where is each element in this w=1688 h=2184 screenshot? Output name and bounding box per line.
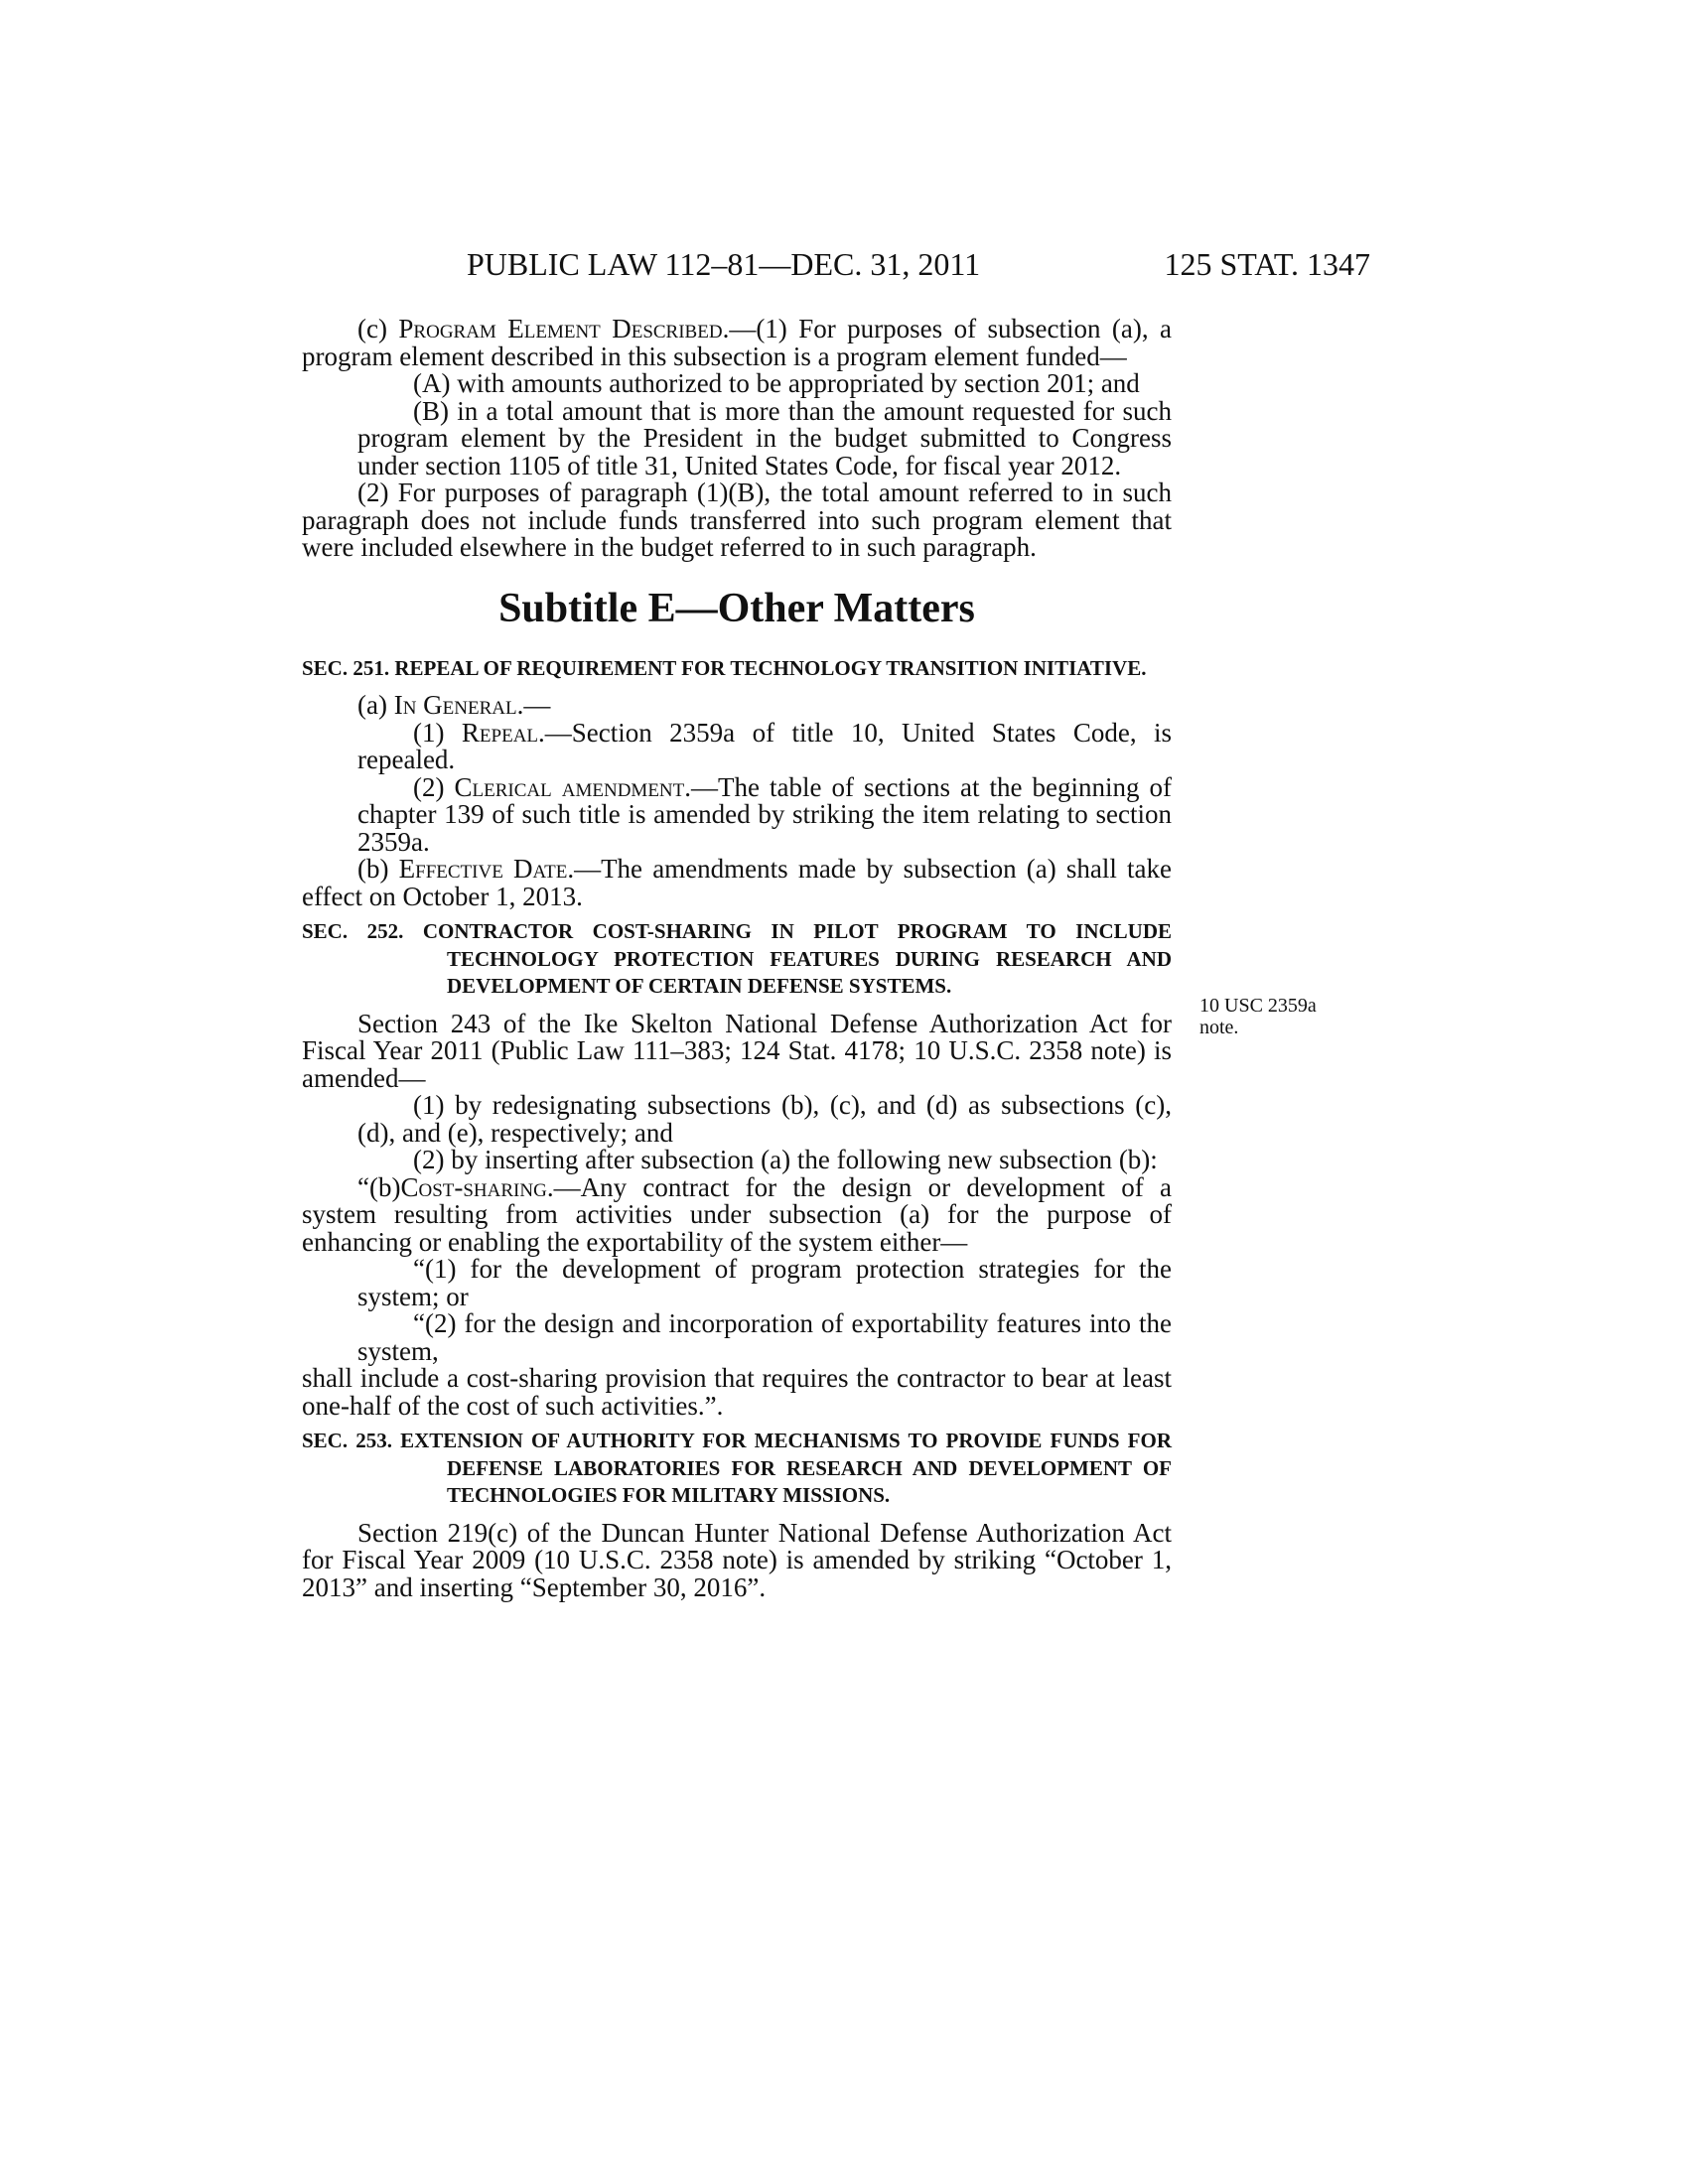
section-251-b-text: .—The amendments made by subsection (a) shall take effect on October 1, 2013. xyxy=(302,854,1173,911)
section-252-b-2: “(2) for the design and incorporation of exportability features into the system, xyxy=(357,1308,1172,1366)
section-252-item-1: (1) by redesignating subsections (b), (c), and (d) as subsections (c), (d), and (e), respectively; and xyxy=(357,1090,1172,1148)
section-251-a2-label: (2) xyxy=(413,771,445,802)
paragraph-c-heading: Program Element Described xyxy=(398,314,723,343)
page-header xyxy=(298,244,1370,284)
header-stat-citation: 125 STAT. 1347 xyxy=(1164,246,1370,282)
paragraph-c-B: (B) in a total amount that is more than the amount requested for such program element by the President in the budget submitted to Congress under section 1105 of title 31, United States Code, for fiscal year 2012. xyxy=(357,395,1172,480)
section-252-b-heading: Cost-sharing xyxy=(400,1171,547,1202)
header-title: PUBLIC LAW 112–81—DEC. 31, 2011 xyxy=(467,246,981,282)
section-252-closing: shall include a cost-sharing provision that requires the contractor to bear at least one-half of the cost of such activities.”. xyxy=(302,1363,1172,1421)
section-251-a xyxy=(302,692,1172,720)
section-251-b-label: (b) xyxy=(357,854,389,884)
section-253-text: Section 219(c) of the Duncan Hunter National Defense Authorization Act for Fiscal Year 2009 (10 U.S.C. 2358 note) is amended by striking “October 1, 2013” and inserting “September 30, 2016”. xyxy=(302,1517,1172,1602)
section-251-a-dash: .— xyxy=(516,690,551,720)
document-body xyxy=(302,316,1172,1601)
section-251-a2 xyxy=(302,771,1173,857)
section-252-b xyxy=(302,1171,1172,1257)
margin-note-suffix: note. xyxy=(1199,1017,1239,1038)
section-252-b-open: “(b) xyxy=(357,1171,401,1202)
margin-note-citation: 10 USC 2359a xyxy=(1199,995,1317,1017)
section-251-heading: SEC. 251. REPEAL OF REQUIREMENT FOR TECHNOLOGY TRANSITION INITIATIVE. xyxy=(302,655,1147,680)
paragraph-c xyxy=(302,316,1172,370)
section-251-b-heading: Effective Date xyxy=(398,854,568,884)
section-252-item-2: (2) by inserting after subsection (a) the following new subsection (b): xyxy=(413,1145,1158,1174)
subtitle-heading: Subtitle E—Other Matters xyxy=(498,585,975,631)
section-251-a1-text: .—Section 2359a of title 10, United States Code, is repealed. xyxy=(357,717,1173,774)
section-253-heading: SEC. 253. EXTENSION OF AUTHORITY FOR MECHANISMS TO PROVIDE FUNDS FOR DEFENSE LABORATORIES FOR RESEARCH AND DEVELOPMENT OF TECHNOLOGIES FOR MILITARY MISSIONS. xyxy=(302,1429,1172,1507)
section-251-a1-heading: Repeal xyxy=(461,717,539,748)
section-252-b-text: .—Any contract for the design or development of a system resulting from activities under subsection (a) for the purpose of enhancing or enabling the exportability of the system either— xyxy=(302,1171,1172,1257)
section-252-b-1: “(1) for the development of program protection strategies for the system; or xyxy=(357,1254,1172,1311)
section-251-b xyxy=(302,856,1172,910)
section-251-a1-label: (1) xyxy=(413,717,445,748)
section-251-a2-heading: Clerical amendment xyxy=(454,771,685,802)
paragraph-c-text: .—(1) For purposes of subsection (a), a program element described in this subsection is a program element funded— xyxy=(302,314,1173,371)
section-251-a2-text: .—The table of sections at the beginning of chapter 139 of such title is amended by striking the item relating to section 2359a. xyxy=(357,771,1173,857)
section-251-a-label: (a) xyxy=(357,690,387,720)
section-252-heading: SEC. 252. CONTRACTOR COST-SHARING IN PILOT PROGRAM TO INCLUDE TECHNOLOGY PROTECTION FEATURES DURING RESEARCH AND DEVELOPMENT OF CERTAIN DEFENSE SYSTEMS. xyxy=(302,919,1172,998)
paragraph-c-A: (A) with amounts authorized to be appropriated by section 201; and xyxy=(413,368,1140,398)
paragraph-c-label: (c) xyxy=(357,314,387,343)
section-252-intro: Section 243 of the Ike Skelton National Defense Authorization Act for Fiscal Year 2011 (Public Law 111–383; 124 Stat. 4178; 10 U.S.C. 2358 note) is amended— xyxy=(302,1008,1172,1093)
margin-note xyxy=(1199,995,1398,1038)
paragraph-c-2: (2) For purposes of paragraph (1)(B), the total amount referred to in such paragraph does not include funds transferred into such program element that were included elsewhere in the budget referred to in such paragraph. xyxy=(302,478,1172,562)
section-251-a-heading: In General xyxy=(393,690,517,720)
section-251-a1 xyxy=(302,717,1173,774)
